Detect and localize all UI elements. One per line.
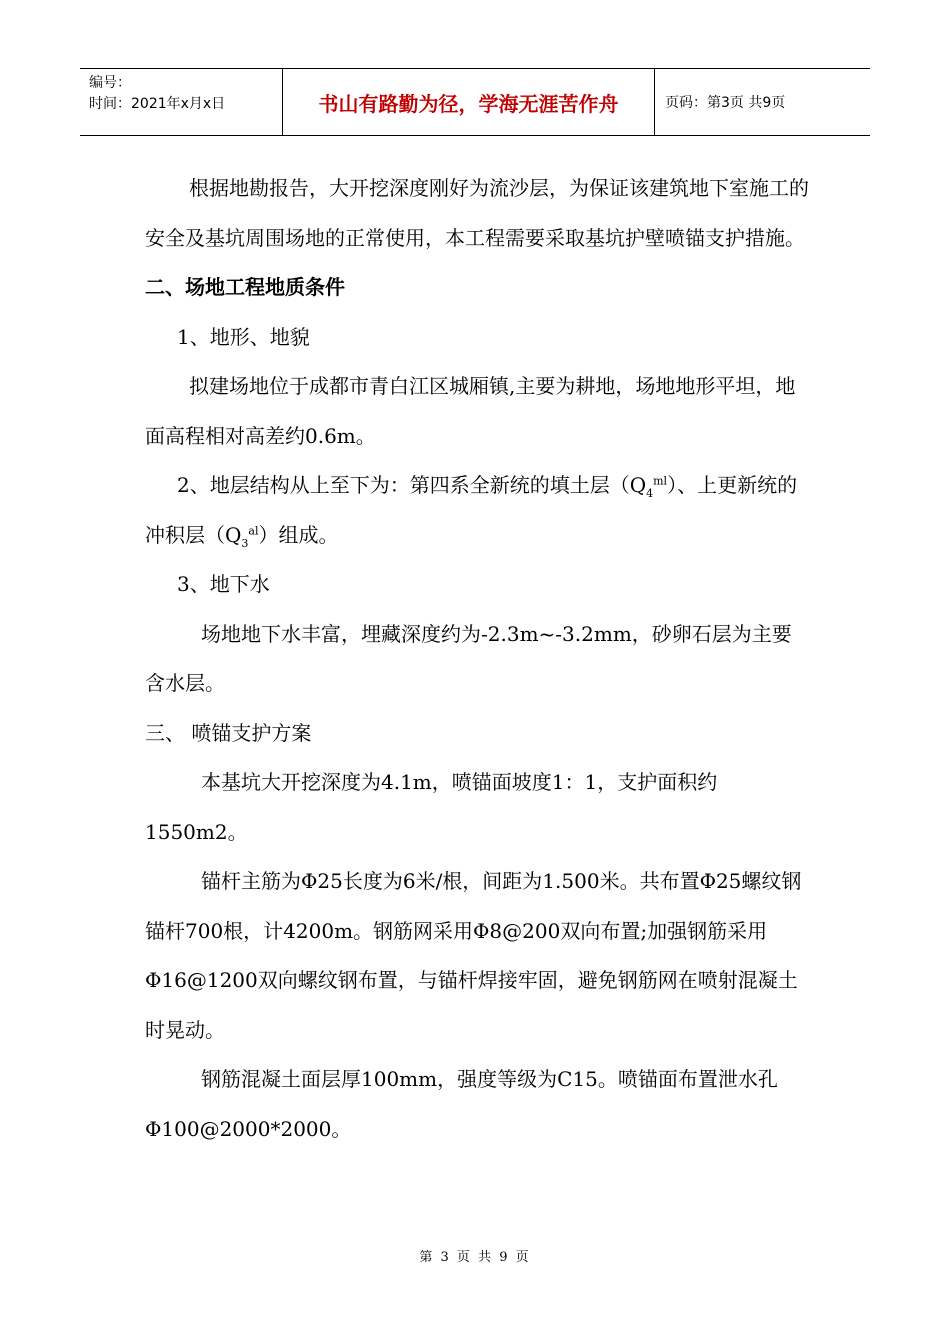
strata-sup-2: al (248, 523, 259, 537)
strata-text-b: ）、上更新统的冲积层（Q (145, 473, 798, 547)
document-body (145, 164, 810, 1154)
page-header (80, 68, 870, 136)
section-heading-geology: 二、场地工程地质条件 (145, 275, 345, 299)
paragraph-groundwater: 场地地下水丰富，埋藏深度约为-2.3m~-3.2mm，砂卵石层为主要含水层。 (145, 621, 792, 695)
page-footer: 第 3 页 共 9 页 (419, 1250, 531, 1265)
paragraph-strata (145, 461, 810, 560)
header-page-number: 页码：第3页 共9页 (665, 95, 786, 111)
strata-sub-1: 4 (646, 487, 654, 500)
section-heading-anchoring: 三、 喷锚支护方案 (145, 720, 312, 745)
subsection-groundwater: 3、地下水 (177, 572, 270, 596)
document-date: 时间：2021年x月x日 (89, 96, 226, 112)
document-number: 编号： (89, 75, 131, 91)
strata-sup-1: ml (653, 474, 668, 488)
paragraph-concrete: 钢筋混凝土面层厚100mm，强度等级为C15。喷锚面布置泄水孔Φ100@2000*2000。 (145, 1067, 778, 1141)
strata-text-a: 2、地层结构从上至下为：第四系全新统的填土层（Q (177, 473, 647, 497)
paragraph-excavation: 本基坑大开挖深度为4.1m，喷锚面坡度1：1，支护面积约1550m2。 (145, 770, 718, 844)
paragraph-terrain: 拟建场地位于成都市青白江区城厢镇,主要为耕地，场地地形平坦，地面高程相对高差约0.6m。 (145, 374, 796, 448)
strata-text-c: ）组成。 (258, 522, 339, 547)
header-motto: 书山有路勤为径，学海无涯苦作舟 (283, 69, 655, 135)
paragraph-intro: 根据地勘报告，大开挖深度刚好为流沙层，为保证该建筑地下室施工的安全及基坑周围场地的正常使用，本工程需要采取基坑护壁喷锚支护措施。 (145, 176, 809, 250)
subsection-terrain: 1、地形、地貌 (177, 324, 310, 349)
paragraph-anchors: 锚杆主筋为Φ25长度为6米/根，间距为1.500米。共布置Φ25螺纹钢锚杆700根，计4200m。钢筋网采用Φ8@200双向布置;加强钢筋采用Φ16@1200双向螺纹钢布置，与锚杆焊接牢固，避免钢筋网在喷射混凝土时晃动。 (145, 869, 802, 1042)
strata-sub-2: 3 (241, 536, 249, 550)
header-meta (80, 69, 283, 135)
